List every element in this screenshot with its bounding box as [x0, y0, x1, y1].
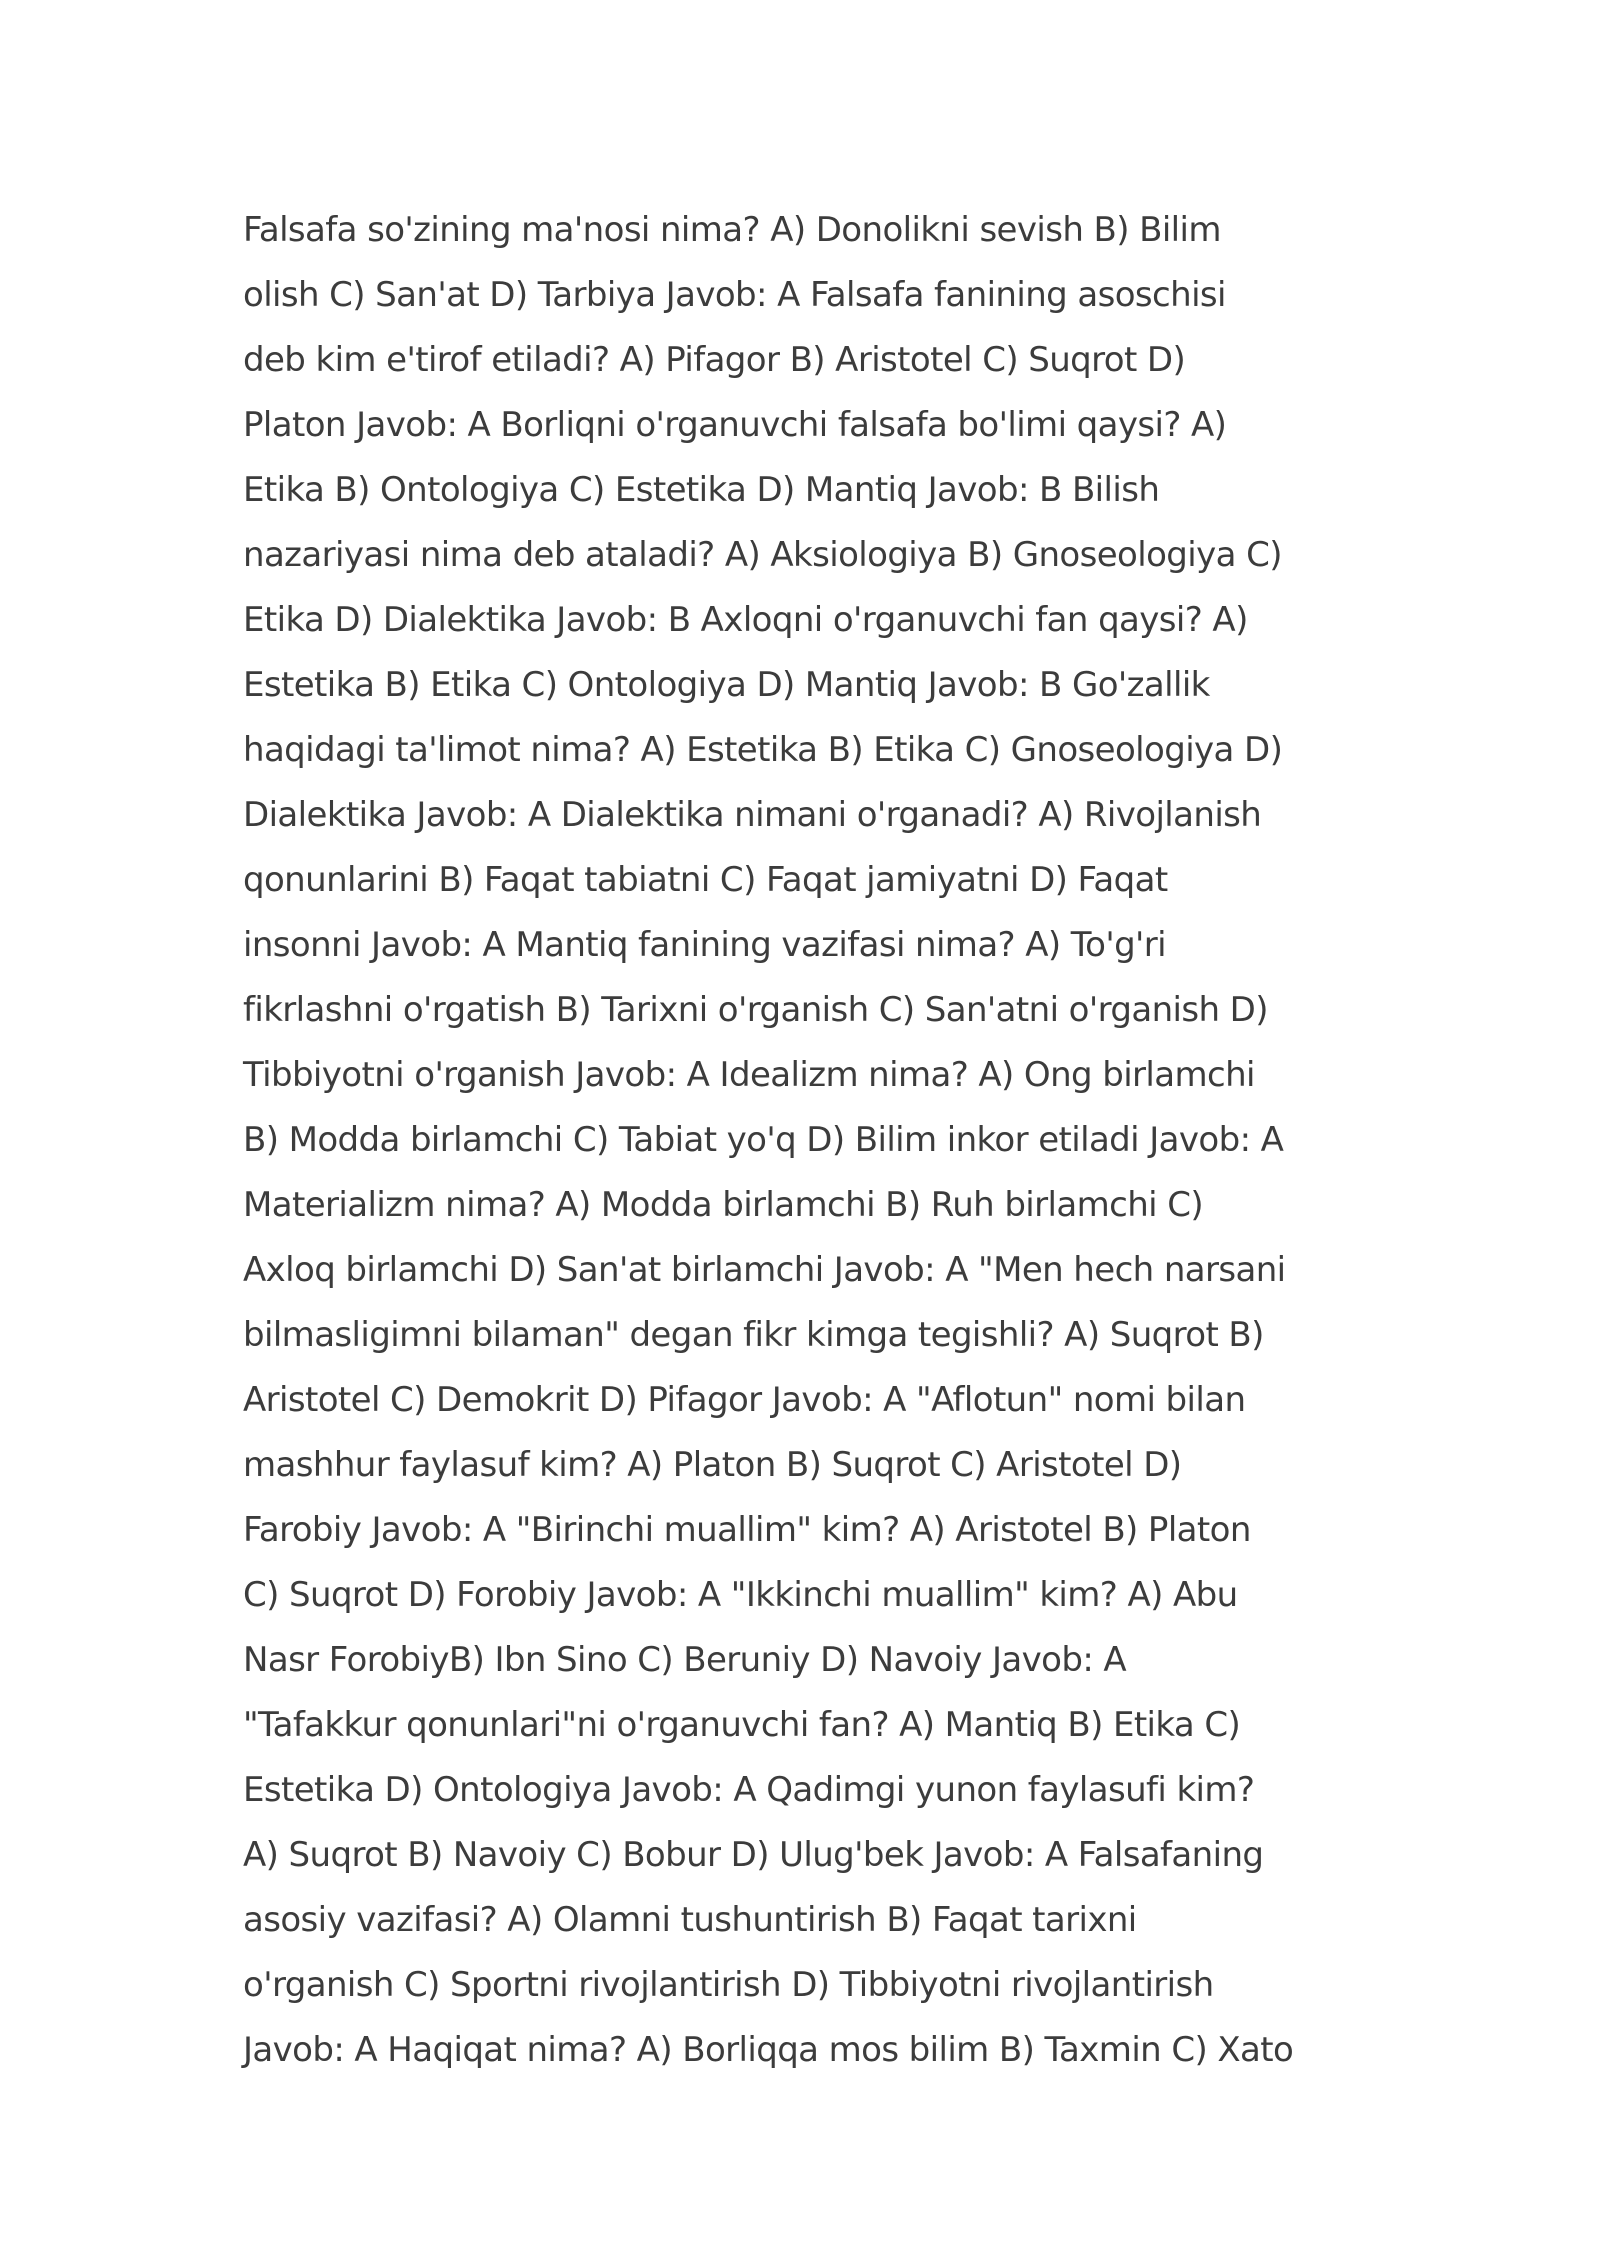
text-line: Axloq birlamchi D) San'at birlamchi Javob: A "Men hech narsani [243, 1250, 1286, 1290]
text-line: qonunlarini B) Faqat tabiatni C) Faqat jamiyatni D) Faqat [243, 860, 1168, 900]
text-line: Nasr ForobiyB) Ibn Sino C) Beruniy D) Navoiy Javob: A [243, 1640, 1127, 1680]
text-line: Etika D) Dialektika Javob: B Axloqni o'rganuvchi fan qaysi? A) [243, 600, 1248, 640]
text-line: B) Modda birlamchi C) Tabiat yo'q D) Bilim inkor etiladi Javob: A [243, 1120, 1284, 1160]
text-line: Aristotel C) Demokrit D) Pifagor Javob: A "Aflotun" nomi bilan [243, 1380, 1246, 1420]
text-line: fikrlashni o'rgatish B) Tarixni o'rganish C) San'atni o'rganish D) [243, 990, 1268, 1030]
text-line: Materializm nima? A) Modda birlamchi B) Ruh birlamchi C) [243, 1185, 1204, 1225]
text-line: Platon Javob: A Borliqni o'rganuvchi falsafa bo'limi qaysi? A) [243, 405, 1227, 445]
text-line: nazariyasi nima deb ataladi? A) Aksiologiya B) Gnoseologiya C) [243, 535, 1282, 575]
text-line: olish C) San'at D) Tarbiya Javob: A Falsafa fanining asoschisi [243, 275, 1226, 315]
text-line: Falsafa so'zining ma'nosi nima? A) Donolikni sevish B) Bilim [243, 210, 1221, 250]
text-line: Estetika D) Ontologiya Javob: A Qadimgi yunon faylasufi kim? [243, 1770, 1255, 1810]
quiz-text-block [243, 198, 1378, 2083]
text-line: deb kim e'tirof etiladi? A) Pifagor B) Aristotel C) Suqrot D) [243, 340, 1186, 380]
text-line: insonni Javob: A Mantiq fanining vazifasi nima? A) To'g'ri [243, 925, 1167, 965]
text-line: bilmasligimni bilaman" degan fikr kimga tegishli? A) Suqrot B) [243, 1315, 1264, 1355]
text-line: Etika B) Ontologiya C) Estetika D) Mantiq Javob: B Bilish [243, 470, 1160, 510]
text-line: A) Suqrot B) Navoiy C) Bobur D) Ulug'bek Javob: A Falsafaning [243, 1835, 1264, 1875]
text-line: "Tafakkur qonunlari"ni o'rganuvchi fan? A) Mantiq B) Etika C) [243, 1705, 1241, 1745]
text-line: Estetika B) Etika C) Ontologiya D) Mantiq Javob: B Go'zallik [243, 665, 1210, 705]
text-line: Tibbiyotni o'rganish Javob: A Idealizm nima? A) Ong birlamchi [243, 1055, 1255, 1095]
text-line: C) Suqrot D) Forobiy Javob: A "Ikkinchi muallim" kim? A) Abu [243, 1575, 1238, 1615]
text-line: haqidagi ta'limot nima? A) Estetika B) Etika C) Gnoseologiya D) [243, 730, 1283, 770]
text-line: asosiy vazifasi? A) Olamni tushuntirish B) Faqat tarixni [243, 1900, 1137, 1940]
text-line: o'rganish C) Sportni rivojlantirish D) Tibbiyotni rivojlantirish [243, 1965, 1214, 2005]
text-line: Farobiy Javob: A "Birinchi muallim" kim? A) Aristotel B) Platon [243, 1510, 1251, 1550]
text-line: Dialektika Javob: A Dialektika nimani o'rganadi? A) Rivojlanish [243, 795, 1262, 835]
text-line: Javob: A Haqiqat nima? A) Borliqqa mos bilim B) Taxmin C) Xato [243, 2030, 1294, 2070]
text-line: mashhur faylasuf kim? A) Platon B) Suqrot C) Aristotel D) [243, 1445, 1182, 1485]
